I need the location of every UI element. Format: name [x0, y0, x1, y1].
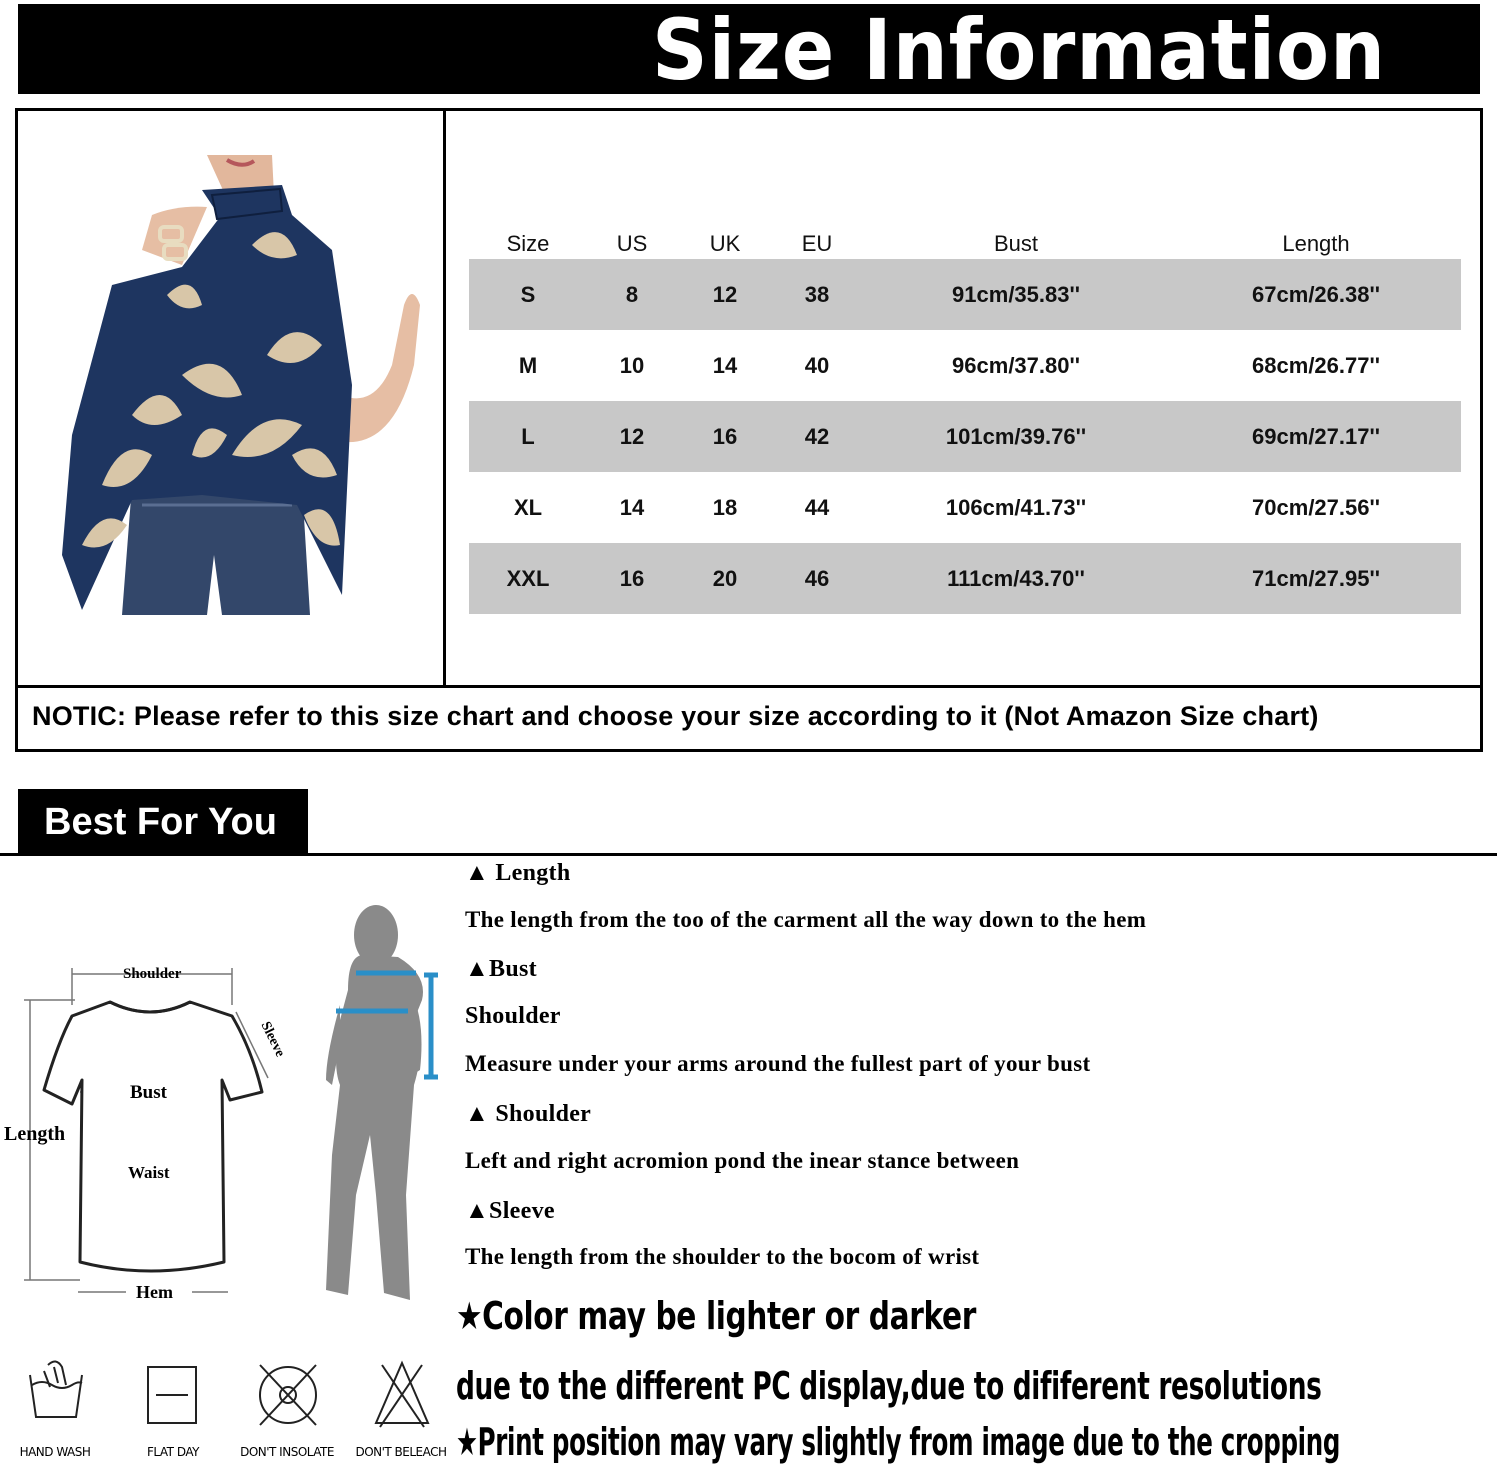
table-row	[469, 330, 1461, 401]
care-no-bleach	[346, 1355, 456, 1460]
desc-text: Left and right acromion pond the inear stance between	[465, 1148, 1020, 1173]
column-header: Bust	[993, 231, 1039, 256]
care-label: FLAT DAY	[147, 1445, 199, 1459]
page-title: Size Information	[652, 1, 1386, 99]
size-table	[469, 211, 1461, 614]
table-cell: 12	[712, 281, 738, 307]
care-label: HAND WASH	[19, 1445, 91, 1459]
table-cell: 14	[619, 494, 645, 520]
hand-wash-icon	[0, 1355, 110, 1445]
desc-heading-shoulder: ▲ Shoulder	[465, 1101, 592, 1127]
table-cell: 44	[804, 494, 830, 520]
table-cell: 18	[712, 494, 738, 520]
care-label: DON'T INSOLATE	[240, 1445, 334, 1459]
table-row	[469, 472, 1461, 543]
column-header: Length	[1282, 231, 1350, 256]
table-cell: 106cm/41.73''	[945, 494, 1087, 520]
table-cell: 38	[804, 281, 830, 307]
table-cell: 42	[804, 423, 830, 449]
desc-text: The length from the shoulder to the bocom of wrist	[465, 1244, 980, 1269]
label-sleeve: Sleeve	[257, 1019, 288, 1060]
care-no-sun	[232, 1355, 342, 1460]
label-bust: Bust	[130, 1082, 167, 1103]
table-cell: XL	[513, 494, 543, 520]
table-cell: 111cm/43.70''	[947, 565, 1085, 591]
desc-heading-sleeve: ▲Sleeve	[465, 1198, 555, 1224]
panel-divider	[443, 111, 446, 685]
body-measure-figure	[318, 895, 458, 1305]
section-title: Best For You	[44, 801, 277, 843]
table-cell: 12	[619, 423, 645, 449]
tshirt-diagram	[0, 950, 300, 1310]
desc-text: The length from the too of the carment all the way down to the hem	[465, 907, 1147, 932]
label-hem: Hem	[136, 1282, 173, 1302]
table-cell: 10	[619, 352, 645, 378]
table-cell: 91cm/35.83''	[952, 281, 1080, 307]
table-cell: 20	[712, 565, 738, 591]
table-cell: 67cm/26.38''	[1252, 281, 1380, 307]
size-notice: NOTIC: Please refer to this size chart and choose your size according to it (Not Amazon Size chart)	[32, 701, 1319, 731]
table-cell: L	[521, 423, 535, 449]
table-cell: 101cm/39.76''	[945, 423, 1087, 449]
care-hand-wash	[0, 1355, 110, 1460]
table-cell: S	[520, 281, 536, 307]
table-cell: 16	[619, 565, 645, 591]
flat-dry-icon	[118, 1355, 228, 1445]
table-cell: 71cm/27.95''	[1252, 565, 1380, 591]
column-header: US	[616, 231, 648, 256]
table-cell: 8	[625, 281, 639, 307]
note-print: ★Print position may vary slightly from image due to the cropping	[456, 1420, 1341, 1464]
label-waist: Waist	[128, 1163, 170, 1182]
column-header: EU	[801, 231, 833, 256]
care-label: DON'T BELEACH	[355, 1445, 447, 1459]
desc-text: Measure under your arms around the fullest part of your bust	[465, 1051, 1091, 1076]
table-cell: M	[518, 352, 538, 378]
label-shoulder: Shoulder	[123, 966, 182, 982]
note-display: due to the different PC display,due to dififerent resolutions	[456, 1364, 1322, 1408]
table-cell: 96cm/37.80''	[952, 352, 1080, 378]
label-length: Length	[4, 1123, 66, 1145]
table-row	[469, 401, 1461, 472]
column-header: Size	[506, 231, 550, 256]
table-cell: 16	[712, 423, 738, 449]
best-for-you-tab	[18, 789, 308, 855]
table-cell: 14	[712, 352, 738, 378]
no-bleach-icon	[346, 1355, 456, 1445]
table-cell: XXL	[506, 565, 550, 591]
size-panel	[15, 108, 1483, 752]
tshirt-outline	[44, 1002, 262, 1271]
desc-heading-length: ▲ Length	[465, 860, 571, 886]
column-header: UK	[709, 231, 741, 256]
table-cell: 69cm/27.17''	[1252, 423, 1380, 449]
panel-divider	[18, 685, 1480, 688]
table-cell: 40	[804, 352, 830, 378]
desc-heading-bust: ▲Bust	[465, 956, 537, 982]
care-flat-dry	[118, 1355, 228, 1460]
header-banner	[18, 1, 1480, 99]
desc-text: Shoulder	[465, 1003, 561, 1029]
table-row	[469, 543, 1461, 614]
model-photo	[42, 155, 432, 615]
table-cell: 68cm/26.77''	[1252, 352, 1380, 378]
section-divider	[0, 853, 1497, 856]
note-color: ★Color may be lighter or darker	[456, 1294, 976, 1338]
table-header-row	[469, 211, 1461, 259]
table-row	[469, 259, 1461, 330]
no-sun-icon	[232, 1355, 342, 1445]
table-cell: 70cm/27.56''	[1252, 494, 1380, 520]
table-cell: 46	[804, 565, 830, 591]
